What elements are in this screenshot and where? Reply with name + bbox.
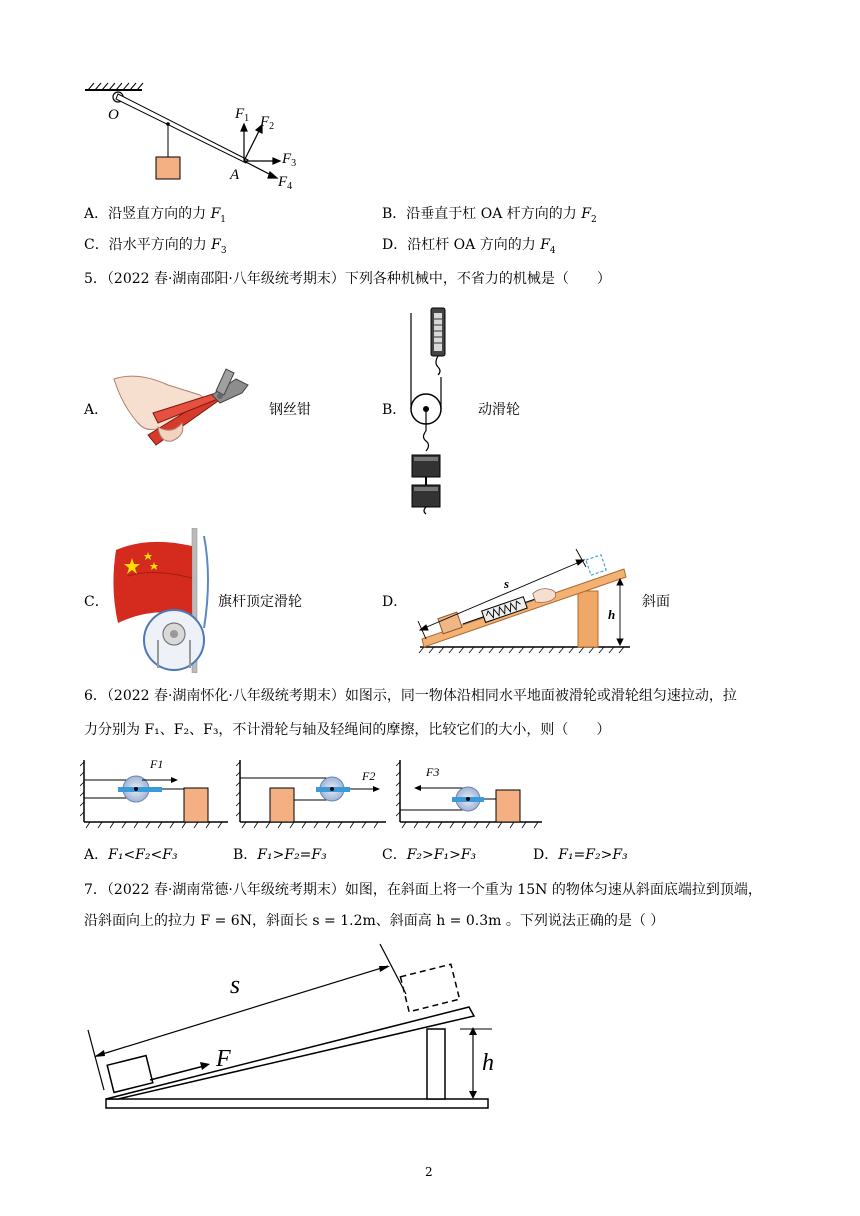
pulley-figures [80,756,550,830]
option-text: F₂>F₁>F₃ [406,847,477,863]
option-letter: C． [382,847,407,863]
incline-figure [84,940,504,1115]
incline-scale-image [412,543,640,655]
label-F: F [216,1046,231,1072]
q6-stem-line1: 6．（2022 春·湖南怀化·八年级统考期末）如图示，同一物体沿相同水平地面被滑轮或滑轮组匀速拉动，拉 [84,688,737,704]
option-letter: C． [84,237,109,253]
q7-stem-line2: 沿斜面向上的拉力 F = 6N，斜面长 s = 1.2m、斜面高 h = 0.3m 。下列说法正确的是（ ） [84,913,665,929]
q5-option-d-letter[interactable]: D． [382,594,408,610]
q4-option-c[interactable] [84,235,227,261]
option-text: 沿杠杆 OA 方向的力 [407,237,541,253]
label-F3: F3 [426,765,440,779]
q4-option-a[interactable] [84,204,226,230]
q5-option-a-letter[interactable]: A． [84,402,109,418]
q5-option-a-label: 钢丝钳 [269,402,311,418]
option-letter: B． [233,847,258,863]
option-text: F₁>F₂=F₃ [257,847,327,863]
option-text: F₁=F₂>F₃ [558,847,628,863]
option-text: F₁<F₂<F₃ [108,847,178,863]
option-letter: D． [382,237,408,253]
label-F2: F2 [362,769,376,783]
label-F2: $F_2$ [260,114,275,132]
label-F4: $F_4$ [278,174,293,192]
force-var: F [210,206,221,222]
q5-option-d-label: 斜面 [642,594,670,610]
force-var: F [581,206,591,222]
label-O: O [108,107,119,123]
label-h: h [608,607,616,622]
option-letter: D． [533,847,559,863]
force-sub: 4 [549,245,556,256]
q6-stem-line2: 力分别为 F₁、F₂、F₃，不计滑轮与轴及轻绳间的摩擦，比较它们的大小，则（ ） [84,722,611,738]
force-var: F [540,237,550,253]
q6-option-a[interactable] [84,845,178,865]
label-s: s [504,576,510,591]
flagpole-image [108,528,218,673]
q4-option-d[interactable] [382,235,556,261]
q4-option-b[interactable] [382,204,597,230]
q6-option-c[interactable] [382,845,476,865]
force-var: F [211,237,221,253]
q5-option-c-letter[interactable]: C． [84,594,109,610]
q5-stem: 5．（2022 春·湖南邵阳·八年级统考期末）下列各种机械中，不省力的机械是（ ） [84,271,611,287]
q5-option-b-letter[interactable]: B． [382,402,407,418]
label-F1: F1 [150,757,164,771]
force-sub: 2 [590,214,597,225]
label-s: s [230,970,241,999]
label-F3: $F_3$ [282,151,297,169]
option-letter: A． [84,847,109,863]
movable-pulley-image [398,305,468,515]
q6-option-d[interactable] [533,845,628,865]
q6-option-b[interactable] [233,845,327,865]
option-text: 沿垂直于杠 OA 杆方向的力 [406,206,582,222]
page-number: 2 [425,1165,433,1179]
force-sub: 1 [220,214,227,225]
option-text: 沿水平方向的力 [108,237,212,253]
label-A: A [230,167,240,183]
q5-option-c-label: 旗杆顶定滑轮 [218,594,302,610]
pliers-image [108,365,268,450]
label-F1: $F_1$ [235,106,250,124]
q7-stem-line1: 7．（2022 春·湖南常德·八年级统考期末）如图，在斜面上将一个重为 15N 的物体匀速从斜面底端拉到顶端， [84,882,762,898]
option-text: 沿竖直方向的力 [108,206,211,222]
force-sub: 3 [220,245,227,256]
label-h: h [482,1050,494,1076]
lever-figure [80,82,310,197]
option-letter: B． [382,206,407,222]
option-letter: A． [84,206,109,222]
q5-option-b-label: 动滑轮 [478,402,520,418]
